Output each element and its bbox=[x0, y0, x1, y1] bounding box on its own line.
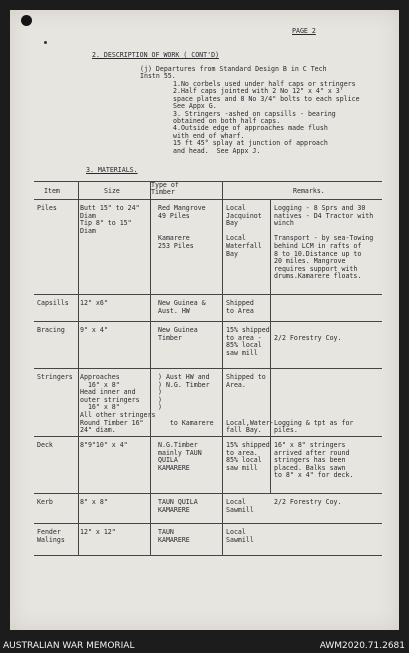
row-size: 24" diam. bbox=[80, 426, 116, 435]
row-source: 15% shipped bbox=[226, 441, 270, 449]
section-3-heading: 3. MATERIALS. bbox=[86, 166, 138, 174]
row-timber-type: to Kamarere bbox=[158, 418, 214, 427]
table-column-rule bbox=[150, 181, 151, 555]
row-remarks: stringers has been bbox=[274, 456, 346, 465]
row-timber-type: Kamarere bbox=[158, 234, 190, 243]
col-header-type: Timber bbox=[151, 188, 175, 196]
row-source: Jacquinot bbox=[226, 211, 262, 220]
table-row-rule bbox=[34, 555, 382, 556]
table-row-rule bbox=[34, 321, 382, 322]
departure-item-line: 3. Stringers -ashed on capsills - bearing bbox=[173, 109, 336, 118]
row-size: 16" x 8" bbox=[80, 380, 120, 389]
row-timber-type: Red Mangrove bbox=[158, 204, 206, 212]
row-timber-type: ) bbox=[158, 403, 162, 412]
row-size: Butt 15" to 24" bbox=[80, 204, 140, 212]
departure-item-line: space plates and 8 No 3/4" bolts to each splice bbox=[173, 94, 360, 103]
row-source: 85% local bbox=[226, 456, 262, 465]
footer-institution: AUSTRALIAN WAR MEMORIAL bbox=[3, 641, 135, 651]
row-size: 12" x 12" bbox=[80, 528, 116, 536]
row-source: saw mill bbox=[226, 463, 258, 472]
row-size: 8"9"10" x 4" bbox=[80, 441, 128, 449]
row-timber-type: Timber bbox=[158, 333, 182, 342]
row-item: Walings bbox=[37, 535, 65, 544]
footer-accession: AWM2020.71.2681 bbox=[319, 641, 405, 651]
row-size: 12" x6" bbox=[80, 299, 108, 307]
row-timber-type: New Guinea bbox=[158, 326, 198, 334]
row-source: Area. bbox=[226, 380, 246, 389]
row-timber-type: ) Aust HW and bbox=[158, 373, 210, 381]
row-timber-type: ) bbox=[158, 388, 162, 397]
row-source: Shipped bbox=[226, 299, 254, 307]
row-size: Head inner and bbox=[80, 388, 136, 397]
table-row-rule bbox=[34, 368, 382, 369]
row-source: Local bbox=[226, 204, 246, 212]
row-remarks: placed. Balks sawn bbox=[274, 463, 346, 472]
departure-item-line: 4.Outside edge of approaches made flush bbox=[173, 124, 328, 133]
row-remarks: to 8" x 4" for deck. bbox=[274, 471, 354, 480]
row-source: Sawmill bbox=[226, 535, 254, 544]
row-source: to Area bbox=[226, 306, 254, 315]
table-top-rule bbox=[34, 181, 382, 182]
col-header-remarks: Remarks. bbox=[293, 187, 325, 195]
row-remarks: drums.Kamarere floats. bbox=[274, 272, 362, 281]
row-remarks: 16" x 8" stringers bbox=[274, 441, 346, 449]
table-header-rule bbox=[34, 199, 382, 200]
row-source: Shipped to bbox=[226, 373, 266, 381]
row-remarks: arrived after round bbox=[274, 448, 350, 457]
row-remarks: natives - D4 Tractor with bbox=[274, 211, 374, 220]
row-remarks: 8 to 10.Distance up to bbox=[274, 249, 362, 258]
departure-item-line: See Appx G. bbox=[173, 102, 217, 111]
col-header-size: Size bbox=[104, 187, 120, 195]
table-column-rule bbox=[270, 199, 271, 493]
row-remarks: winch bbox=[274, 219, 294, 228]
row-source: Local,Water- bbox=[226, 418, 274, 427]
row-item: Stringers bbox=[37, 373, 73, 381]
row-timber-type: KAMARERE bbox=[158, 535, 190, 544]
row-timber-type: 253 Piles bbox=[158, 242, 194, 250]
row-source: Bay bbox=[226, 219, 238, 228]
row-remarks: requires support with bbox=[274, 264, 358, 273]
row-source: Waterfall bbox=[226, 242, 262, 250]
row-timber-type: mainly TAUN bbox=[158, 448, 202, 457]
row-source: fall Bay. bbox=[226, 426, 262, 435]
row-timber-type: ) N.G. Timber bbox=[158, 380, 210, 389]
table-column-rule bbox=[222, 181, 223, 555]
row-timber-type: KAMARERE bbox=[158, 463, 190, 472]
row-item: Deck bbox=[37, 441, 53, 449]
row-item: Capsills bbox=[37, 299, 69, 307]
col-header-item: Item bbox=[44, 187, 60, 195]
archive-footer bbox=[0, 638, 409, 653]
row-source: saw mill bbox=[226, 348, 258, 357]
row-remarks: 2/2 Forestry Coy. bbox=[274, 333, 342, 342]
departures-intro: (j) Departures from Standard Design B in C Tech bbox=[140, 65, 327, 73]
section-2-heading: 2. DESCRIPTION OF WORK ( CONT'D) bbox=[92, 51, 220, 59]
page-number: PAGE 2 bbox=[292, 27, 316, 35]
row-size: outer stringers bbox=[80, 395, 140, 404]
row-timber-type: N.G.Timber bbox=[158, 441, 198, 449]
row-remarks: behind LCM in rafts of bbox=[274, 242, 362, 250]
row-size: 16" x 8" bbox=[80, 403, 120, 412]
row-timber-type: QUILA bbox=[158, 456, 178, 465]
col-header-type: Type of bbox=[151, 181, 179, 189]
departure-item-line: 2.Half caps jointed with 2 No 12" x 4" x 3' bbox=[173, 87, 344, 96]
departures-intro: Instn 55. bbox=[140, 72, 176, 81]
row-timber-type: New Guinea & bbox=[158, 299, 206, 307]
row-source: to area. bbox=[226, 448, 258, 457]
row-source: to area - bbox=[226, 333, 262, 342]
row-size: All other stringers bbox=[80, 411, 156, 419]
row-source: Sawmill bbox=[226, 505, 254, 514]
row-remarks: Logging - 8 Sprs and 30 bbox=[274, 204, 366, 212]
row-timber-type: TAUN QUILA bbox=[158, 498, 198, 506]
row-item: Piles bbox=[37, 204, 57, 212]
row-timber-type: KAMARERE bbox=[158, 505, 190, 514]
row-source: 85% local bbox=[226, 341, 262, 350]
row-item: Bracing bbox=[37, 326, 65, 334]
row-item: Kerb bbox=[37, 498, 53, 506]
table-row-rule bbox=[34, 436, 382, 437]
departure-item-line: 1.No corbels used under half caps or stringers bbox=[173, 80, 356, 88]
row-source: Bay bbox=[226, 249, 238, 258]
row-source: 15% shipped bbox=[226, 326, 270, 334]
row-timber-type: 49 Piles bbox=[158, 211, 190, 220]
row-timber-type: ) bbox=[158, 395, 162, 404]
row-timber-type: TAUN bbox=[158, 528, 174, 536]
table-row-rule bbox=[34, 523, 382, 524]
departure-item-line: obtained on both half caps. bbox=[173, 117, 281, 125]
row-size: Approaches bbox=[80, 373, 120, 381]
table-column-rule bbox=[78, 181, 79, 555]
departure-item-line: 15 ft 45° splay at junction of approach bbox=[173, 139, 328, 148]
row-timber-type: Aust. HW bbox=[158, 306, 190, 315]
row-size: Diam bbox=[80, 211, 96, 220]
table-row-rule bbox=[34, 493, 382, 494]
row-remarks: 20 miles. Mangrove bbox=[274, 257, 346, 266]
row-size: 8" x 8" bbox=[80, 498, 108, 506]
row-size: Diam bbox=[80, 226, 96, 235]
row-size: Tip 8" to 15" bbox=[80, 219, 132, 228]
row-source: Local bbox=[226, 234, 246, 243]
row-size: 9" x 4" bbox=[80, 326, 108, 334]
row-remarks: Transport - by sea-Towing bbox=[274, 234, 374, 243]
row-item: Fender bbox=[37, 528, 61, 536]
departure-item-line: with end of wharf. bbox=[173, 131, 245, 140]
row-remarks: piles. bbox=[274, 426, 298, 435]
row-remarks: 2/2 Forestry Coy. bbox=[274, 498, 342, 506]
row-size: Round Timber 16" bbox=[80, 418, 144, 427]
departure-item-line: and head. See Appx J. bbox=[173, 146, 261, 155]
ink-mark bbox=[44, 41, 47, 44]
table-row-rule bbox=[34, 294, 382, 295]
row-remarks: Logging & tpt as for bbox=[274, 418, 354, 427]
row-source: Local bbox=[226, 528, 246, 536]
row-source: Local bbox=[226, 498, 246, 506]
punch-hole bbox=[21, 15, 32, 26]
